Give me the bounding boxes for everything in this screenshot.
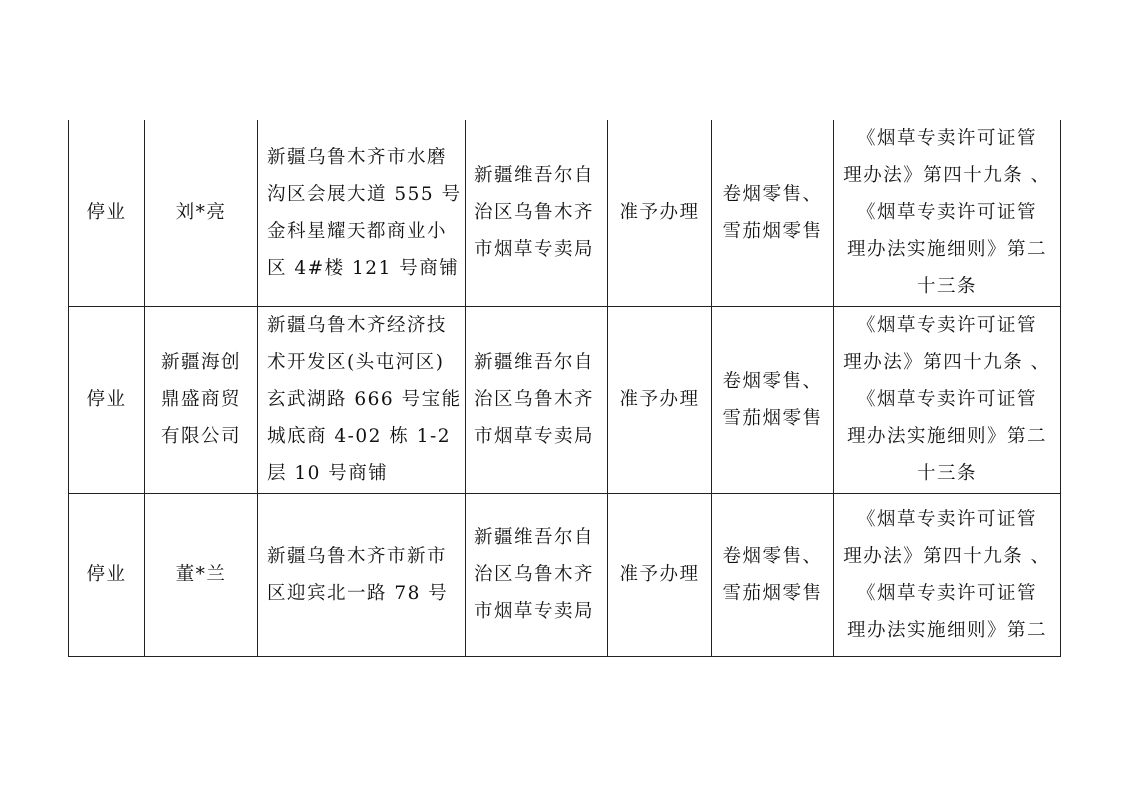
cell-legal-basis: 《烟草专卖许可证管 理办法》第四十九条 、 《烟草专卖许可证管 理办法实施细则》第二 十三条 [834, 306, 1061, 493]
license-table [68, 120, 1061, 657]
cell-address: 新疆乌鲁木齐市新市 区迎宾北一路 78 号 [258, 493, 466, 656]
cell-name: 董*兰 [145, 493, 258, 656]
cell-decision: 准予办理 [608, 120, 712, 306]
cell-scope: 卷烟零售、 雪茄烟零售 [712, 306, 834, 493]
table-row [69, 493, 1061, 656]
cell-legal-basis: 《烟草专卖许可证管 理办法》第四十九条 、 《烟草专卖许可证管 理办法实施细则》第二 十三条 [834, 120, 1061, 306]
cell-address: 新疆乌鲁木齐经济技 术开发区(头屯河区) 玄武湖路 666 号宝能 城底商 4-02 栋 1-2 层 10 号商铺 [258, 306, 466, 493]
cell-address: 新疆乌鲁木齐市水磨 沟区会展大道 555 号 金科星耀天都商业小 区 4#楼 121 号商铺 [258, 120, 466, 306]
cell-name: 刘*亮 [145, 120, 258, 306]
table-row [69, 120, 1061, 306]
cell-name: 新疆海创 鼎盛商贸 有限公司 [145, 306, 258, 493]
cell-decision: 准予办理 [608, 306, 712, 493]
table-row [69, 306, 1061, 493]
cell-type: 停业 [69, 120, 145, 306]
cell-authority: 新疆维吾尔自 治区乌鲁木齐 市烟草专卖局 [466, 120, 608, 306]
cell-authority: 新疆维吾尔自 治区乌鲁木齐 市烟草专卖局 [466, 306, 608, 493]
cell-decision: 准予办理 [608, 493, 712, 656]
cell-type: 停业 [69, 493, 145, 656]
cell-legal-basis: 《烟草专卖许可证管 理办法》第四十九条 、 《烟草专卖许可证管 理办法实施细则》第二 [834, 493, 1061, 656]
cell-scope: 卷烟零售、 雪茄烟零售 [712, 120, 834, 306]
cell-type: 停业 [69, 306, 145, 493]
cell-scope: 卷烟零售、 雪茄烟零售 [712, 493, 834, 656]
cell-authority: 新疆维吾尔自 治区乌鲁木齐 市烟草专卖局 [466, 493, 608, 656]
